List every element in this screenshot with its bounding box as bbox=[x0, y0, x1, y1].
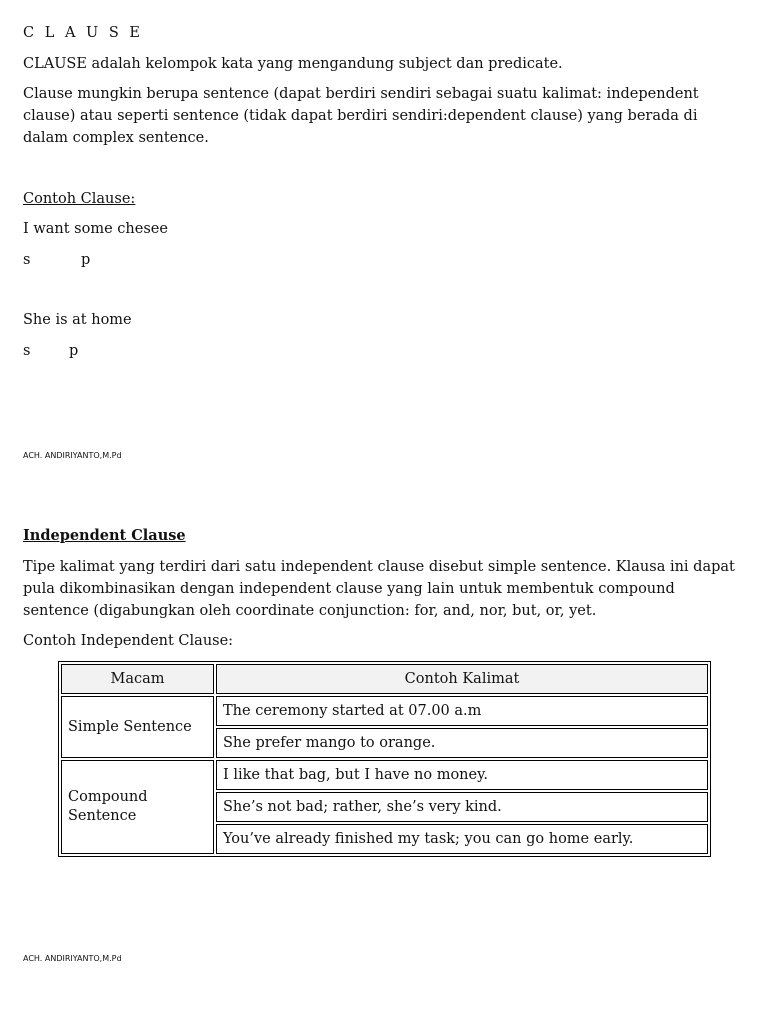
page-title: C L A U S E bbox=[23, 25, 143, 41]
clause-explanation: Clause mungkin berupa sentence (dapat berdiri sendiri sebagai suatu kalimat: independent clause) atau seperti sentence (tidak dapat berdiri sendiri:dependent clause) yang berada di dalam complex sentence. bbox=[23, 86, 699, 146]
clause-definition: CLAUSE adalah kelompok kata yang mengandung subject dan predicate. bbox=[23, 56, 563, 72]
example-1-sentence: I want some chesee bbox=[23, 221, 168, 237]
header-macam: Macam bbox=[61, 664, 214, 694]
page-1-footer: ACH. ANDIRIYANTO,M.Pd bbox=[23, 451, 122, 460]
table-row bbox=[61, 760, 708, 790]
compound-sentence-type: Compound Sentence bbox=[61, 760, 214, 854]
example-2-predicate-label: p bbox=[69, 343, 79, 359]
example-1-predicate-label: p bbox=[81, 252, 91, 268]
simple-sentence-type: Simple Sentence bbox=[61, 696, 214, 758]
page-2-footer: ACH. ANDIRIYANTO,M.Pd bbox=[23, 954, 122, 963]
examples-label: Contoh Independent Clause: bbox=[23, 633, 234, 649]
table-header-row bbox=[61, 664, 708, 694]
example-1-subject-label: s bbox=[23, 252, 31, 268]
independent-clause-heading: Independent Clause bbox=[23, 527, 186, 544]
table-cell-sentence: The ceremony started at 07.00 a.m bbox=[216, 696, 708, 726]
table-cell-sentence: She prefer mango to orange. bbox=[216, 728, 708, 758]
table-cell-sentence: I like that bag, but I have no money. bbox=[216, 760, 708, 790]
table-cell-sentence: She’s not bad; rather, she’s very kind. bbox=[216, 792, 708, 822]
table-row bbox=[61, 696, 708, 726]
table-cell-sentence: You’ve already finished my task; you can go home early. bbox=[216, 824, 708, 854]
example-2-subject-label: s bbox=[23, 343, 31, 359]
independent-clause-paragraph: Tipe kalimat yang terdiri dari satu independent clause disebut simple sentence. Klausa ini dapat pula dikombinasikan dengan independent clause yang lain untuk membentuk compound sentence (digabungkan oleh coordinate conjunction: for, and, nor, but, or, yet. bbox=[23, 559, 735, 619]
example-2-sentence: She is at home bbox=[23, 312, 132, 328]
examples-heading: Contoh Clause: bbox=[23, 191, 136, 207]
examples-table bbox=[58, 661, 711, 857]
header-contoh-kalimat: Contoh Kalimat bbox=[216, 664, 708, 694]
